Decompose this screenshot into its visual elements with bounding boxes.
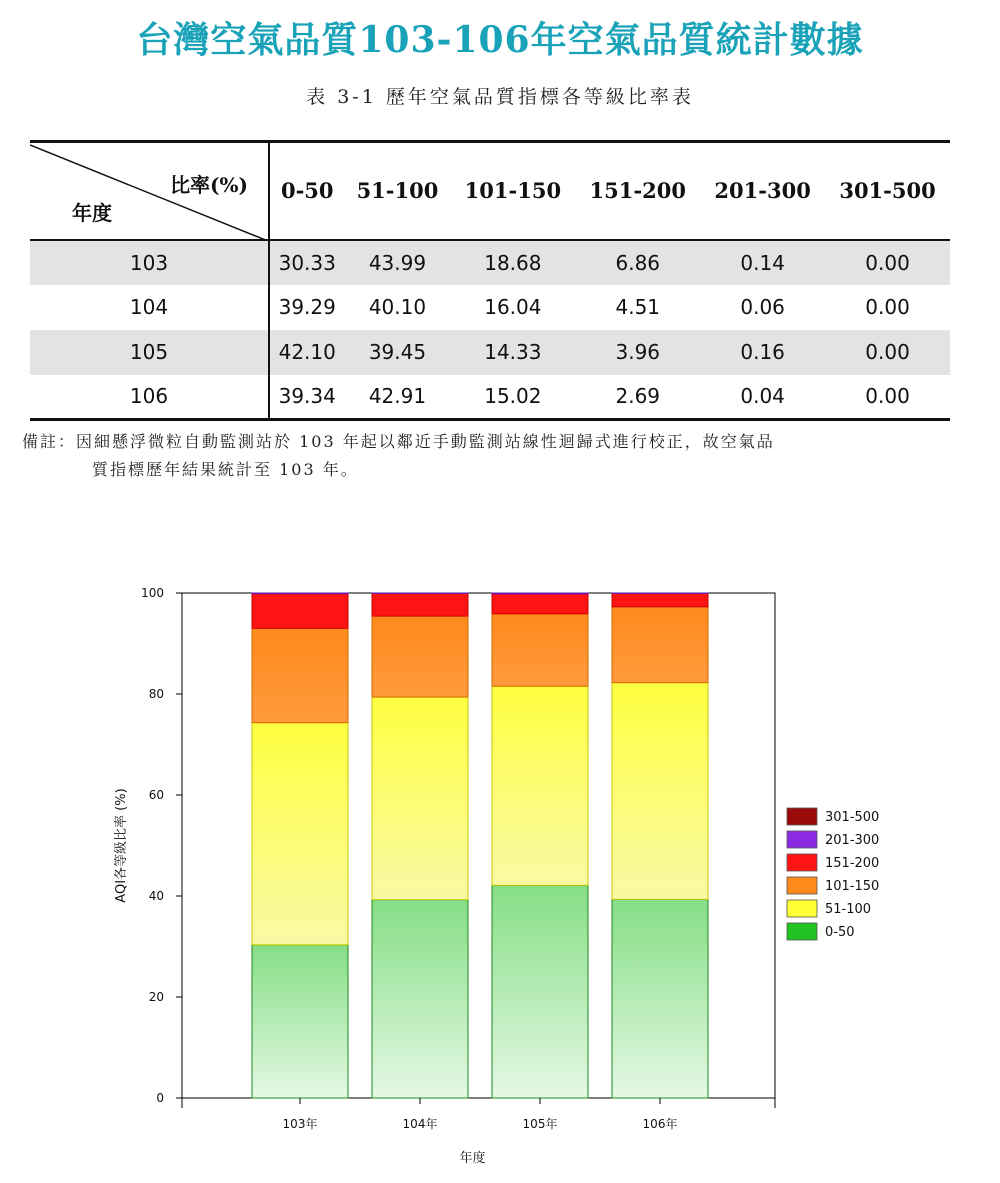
table-cell: 30.33 (278, 250, 336, 275)
table-cell: 0.14 (740, 250, 785, 275)
x-tick-label: 105年 (522, 1117, 558, 1131)
table-cell: 18.68 (484, 250, 542, 275)
x-tick-label: 104年 (402, 1117, 438, 1131)
table-cell: 39.34 (278, 384, 336, 409)
x-tick-label: 106年 (642, 1117, 678, 1131)
corner-year-label: 年度 (72, 201, 112, 225)
table-cell: 39.29 (278, 295, 336, 319)
table-cell: 42.10 (278, 340, 336, 364)
bar-segment-0-50 (492, 885, 588, 1098)
column-header: 301-500 (839, 178, 936, 204)
bar-segment-151-200 (372, 593, 468, 616)
table-cell: 40.10 (368, 295, 427, 319)
y-axis-label: AQI各等級比率 (%) (114, 788, 129, 903)
legend-label: 151-200 (825, 856, 880, 871)
page-title: 台灣空氣品質103-106年空氣品質統計數據 (136, 19, 864, 61)
bar-segment-101-150 (612, 607, 708, 683)
table-corner-header (30, 142, 269, 240)
legend-label: 0-50 (825, 925, 855, 940)
legend-label: 201-300 (825, 833, 880, 848)
table-note-line: 備註：因細懸浮微粒自動監測站於 103 年起以鄰近手動監測站線性迴歸式進行校正，故空氣品 (22, 432, 775, 451)
legend-swatch-51-100 (787, 900, 817, 917)
y-tick-label: 100 (141, 586, 164, 600)
column-header: 51-100 (356, 178, 439, 204)
table-cell: 42.91 (368, 384, 427, 409)
y-tick-label: 0 (156, 1091, 164, 1105)
table-row (30, 285, 950, 330)
table-cell: 14.33 (484, 340, 542, 364)
bar-segment-101-150 (372, 616, 468, 697)
legend-label: 101-150 (825, 879, 880, 894)
legend-swatch-101-150 (787, 877, 817, 894)
table-cell: 39.45 (368, 340, 427, 364)
table-cell: 0.06 (740, 295, 785, 319)
table-cell: 43.99 (368, 250, 427, 275)
table-cell: 6.86 (615, 250, 661, 275)
bar-segment-51-100 (612, 683, 708, 900)
y-tick-label: 60 (148, 788, 164, 802)
column-header: 101-150 (464, 178, 562, 204)
bar-segment-0-50 (612, 899, 708, 1098)
table-cell: 0.16 (740, 340, 785, 364)
table-cell-year: 103 (30, 240, 269, 285)
legend-swatch-151-200 (787, 854, 817, 871)
column-header: 0-50 (280, 178, 334, 204)
bar-segment-151-200 (492, 594, 588, 614)
y-tick-label: 40 (148, 889, 164, 903)
bar-segment-201-300 (612, 593, 708, 594)
table-cell-year: 105 (30, 330, 269, 375)
table-cell-year: 106 (30, 375, 269, 420)
bar-segment-101-150 (252, 628, 348, 722)
table-note-line: 質指標歷年結果統計至 103 年。 (92, 460, 359, 479)
aqi-stacked-bar-chart (100, 570, 940, 1170)
bar-segment-201-300 (372, 593, 468, 594)
bar-segment-151-200 (612, 593, 708, 607)
legend-label: 51-100 (825, 902, 872, 917)
table-row (30, 240, 950, 285)
column-header: 201-300 (714, 178, 811, 204)
table-note (22, 428, 962, 484)
bar-segment-101-150 (492, 614, 588, 686)
bar-segment-201-300 (492, 593, 588, 594)
legend-label: 301-500 (825, 810, 880, 825)
x-tick-label: 103年 (282, 1117, 318, 1131)
aqi-ratio-table (30, 140, 950, 421)
table-cell: 0.00 (865, 250, 910, 275)
table-cell: 0.04 (740, 384, 785, 409)
x-axis-label: 年度 (459, 1151, 486, 1166)
legend-swatch-0-50 (787, 923, 817, 940)
bar-segment-151-200 (252, 594, 348, 629)
y-tick-label: 20 (148, 990, 164, 1004)
legend-swatch-201-300 (787, 831, 817, 848)
table-cell: 0.00 (865, 384, 910, 409)
table-cell: 16.04 (484, 295, 542, 319)
table-cell: 2.69 (615, 384, 661, 409)
bar-segment-51-100 (492, 686, 588, 885)
y-tick-label: 80 (148, 687, 164, 701)
table-row (30, 375, 950, 420)
legend-swatch-301-500 (787, 808, 817, 825)
bar-segment-51-100 (252, 723, 348, 945)
table-header-row (30, 142, 950, 240)
bar-segment-201-300 (252, 593, 348, 594)
column-header: 151-200 (589, 178, 686, 204)
table-cell: 0.00 (865, 340, 910, 364)
table-cell: 0.00 (865, 295, 910, 319)
table-caption: 表 3-1 歷年空氣品質指標各等級比率表 (306, 86, 694, 108)
table-cell: 15.02 (484, 384, 542, 409)
bar-segment-0-50 (372, 900, 468, 1098)
table-cell: 3.96 (615, 340, 661, 364)
table-cell-year: 104 (30, 285, 269, 330)
corner-ratio-label: 比率(%) (170, 173, 248, 197)
bar-segment-51-100 (372, 697, 468, 900)
table-cell: 4.51 (615, 295, 661, 319)
bar-segment-0-50 (252, 945, 348, 1098)
table-row (30, 330, 950, 375)
